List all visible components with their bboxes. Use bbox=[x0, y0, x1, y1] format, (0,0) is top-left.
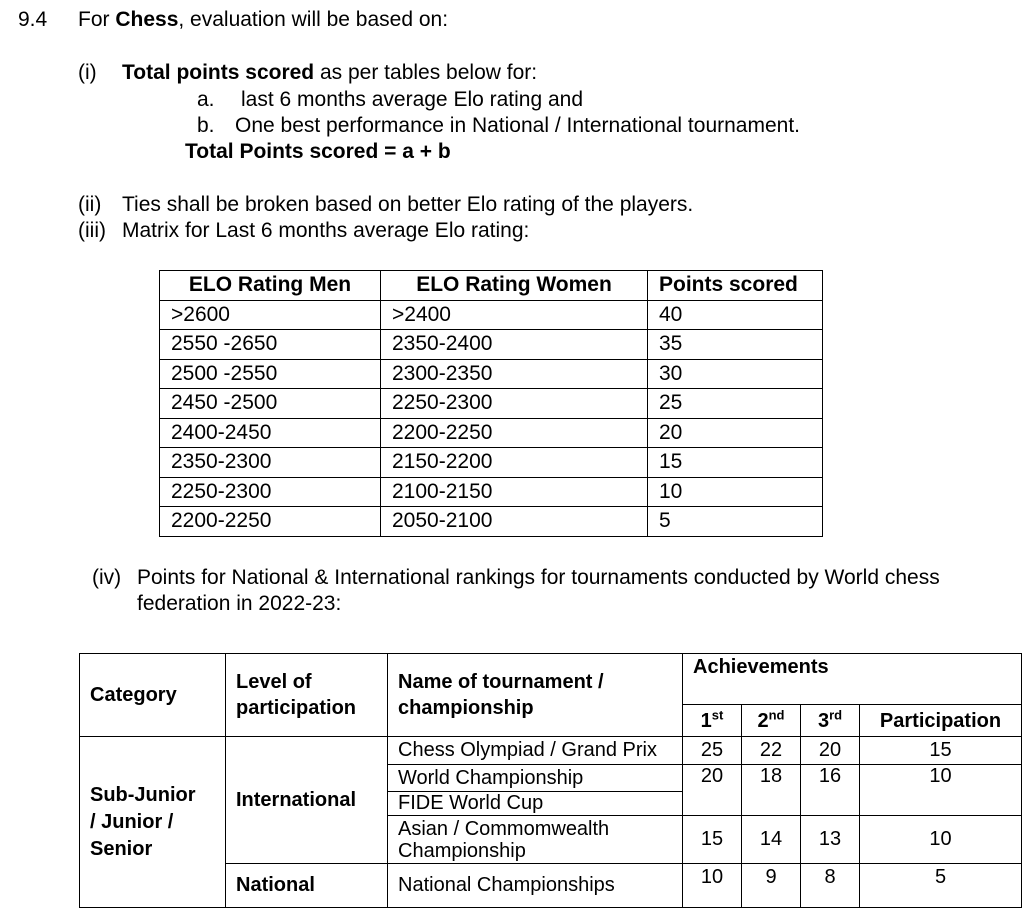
sub-b-text: One best performance in National / International tournament. bbox=[235, 114, 800, 137]
tournament-name: FIDE World Cup bbox=[388, 792, 683, 816]
tournament-name: National Championships bbox=[388, 864, 683, 908]
elo-men-cell: 2500 -2550 bbox=[160, 359, 381, 389]
second-label: 2 bbox=[757, 710, 769, 732]
elo-men-cell: 2250-2300 bbox=[160, 477, 381, 507]
tournament-name bbox=[388, 816, 683, 864]
level-international: International bbox=[226, 737, 388, 864]
header-tournament-name bbox=[388, 654, 683, 737]
item-iii-text: Matrix for Last 6 months average Elo rating: bbox=[122, 219, 530, 242]
table-row bbox=[160, 507, 823, 537]
first-cell: 15 bbox=[683, 816, 742, 864]
participation-cell: 5 bbox=[860, 864, 1022, 908]
header-name-line1: Name of tournament / bbox=[398, 671, 604, 693]
section-number: 9.4 bbox=[18, 8, 48, 31]
elo-header-row bbox=[160, 271, 823, 301]
elo-men-cell: 2200-2250 bbox=[160, 507, 381, 537]
elo-points-cell: 40 bbox=[648, 300, 823, 330]
item-iv-marker: (iv) bbox=[92, 566, 122, 589]
header-level bbox=[226, 654, 388, 737]
intro-bold: Chess bbox=[115, 8, 179, 31]
participation-cell: 15 bbox=[860, 737, 1022, 765]
item-iii-marker: (iii) bbox=[78, 219, 106, 242]
third-cell: 20 bbox=[801, 737, 860, 765]
tournament-name-line2: Championship bbox=[398, 839, 526, 862]
tournament-name: Chess Olympiad / Grand Prix bbox=[388, 737, 683, 765]
third-sup: rd bbox=[829, 707, 843, 723]
category-cell bbox=[80, 737, 226, 908]
table-row bbox=[160, 389, 823, 419]
third-cell: 8 bbox=[801, 864, 860, 908]
elo-points-cell: 25 bbox=[648, 389, 823, 419]
header-first bbox=[683, 705, 742, 737]
sub-a-text: last 6 months average Elo rating and bbox=[241, 88, 584, 111]
header-third bbox=[801, 705, 860, 737]
table-row bbox=[160, 330, 823, 360]
elo-women-cell: 2350-2400 bbox=[381, 330, 648, 360]
tour-header-row bbox=[80, 654, 1022, 705]
header-name-line2: championship bbox=[398, 697, 534, 719]
third-cell: 13 bbox=[801, 816, 860, 864]
elo-points-cell: 15 bbox=[648, 448, 823, 478]
header-participation: Participation bbox=[860, 705, 1022, 737]
header-category: Category bbox=[80, 654, 226, 737]
table-row bbox=[80, 737, 1022, 765]
item-i-rest: as per tables below for: bbox=[314, 61, 538, 84]
elo-women-cell: 2200-2250 bbox=[381, 418, 648, 448]
item-ii-marker: (ii) bbox=[78, 193, 102, 216]
elo-header-women: ELO Rating Women bbox=[381, 271, 648, 301]
elo-points-cell: 30 bbox=[648, 359, 823, 389]
first-cell: 20 bbox=[683, 765, 742, 816]
category-line2: / Junior / bbox=[90, 810, 174, 833]
table-row bbox=[160, 448, 823, 478]
header-second bbox=[742, 705, 801, 737]
tournament-name-line1: Asian / Commomwealth bbox=[398, 817, 610, 840]
intro-prefix: For bbox=[78, 8, 116, 31]
table-row bbox=[160, 418, 823, 448]
level-national: National bbox=[226, 864, 388, 908]
first-label: 1 bbox=[700, 710, 712, 732]
third-cell: 16 bbox=[801, 765, 860, 816]
header-level-line1: Level of bbox=[236, 671, 312, 693]
item-iv-line2: federation in 2022-23: bbox=[137, 592, 342, 615]
elo-rating-table bbox=[159, 270, 823, 537]
item-i-bold: Total points scored bbox=[122, 61, 315, 84]
elo-points-cell: 20 bbox=[648, 418, 823, 448]
category-line1: Sub-Junior bbox=[90, 783, 196, 806]
elo-men-cell: 2550 -2650 bbox=[160, 330, 381, 360]
second-cell: 22 bbox=[742, 737, 801, 765]
participation-cell: 10 bbox=[860, 816, 1022, 864]
header-level-line2: participation bbox=[236, 697, 357, 719]
table-row bbox=[160, 300, 823, 330]
second-cell: 9 bbox=[742, 864, 801, 908]
sub-b-marker: b. bbox=[197, 114, 215, 137]
elo-women-cell: 2100-2150 bbox=[381, 477, 648, 507]
elo-points-cell: 35 bbox=[648, 330, 823, 360]
first-cell: 25 bbox=[683, 737, 742, 765]
item-i-marker: (i) bbox=[78, 61, 97, 84]
first-cell: 10 bbox=[683, 864, 742, 908]
formula: Total Points scored = a + b bbox=[185, 140, 451, 163]
item-ii-text: Ties shall be broken based on better Elo rating of the players. bbox=[122, 193, 694, 216]
participation-cell: 10 bbox=[860, 765, 1022, 816]
category-line3: Senior bbox=[90, 837, 153, 860]
third-label: 3 bbox=[817, 710, 830, 732]
elo-men-cell: 2350-2300 bbox=[160, 448, 381, 478]
tournament-name: World Championship bbox=[388, 765, 683, 792]
table-row bbox=[160, 359, 823, 389]
tournament-points-table bbox=[79, 653, 1022, 908]
elo-men-cell: 2450 -2500 bbox=[160, 389, 381, 419]
intro-suffix: , evaluation will be based on: bbox=[178, 8, 449, 31]
second-cell: 14 bbox=[742, 816, 801, 864]
second-sup: nd bbox=[768, 707, 785, 723]
item-i-text bbox=[122, 61, 537, 85]
elo-women-cell: 2150-2200 bbox=[381, 448, 648, 478]
table-row bbox=[160, 477, 823, 507]
elo-points-cell: 5 bbox=[648, 507, 823, 537]
elo-women-cell: 2250-2300 bbox=[381, 389, 648, 419]
elo-women-cell: >2400 bbox=[381, 300, 648, 330]
elo-women-cell: 2300-2350 bbox=[381, 359, 648, 389]
item-iv-line1: Points for National & International rankings for tournaments conducted by World chess bbox=[137, 566, 940, 589]
elo-men-cell: 2400-2450 bbox=[160, 418, 381, 448]
section-intro bbox=[78, 8, 448, 32]
sub-a-marker: a. bbox=[197, 88, 215, 111]
elo-header-men: ELO Rating Men bbox=[160, 271, 381, 301]
second-cell: 18 bbox=[742, 765, 801, 816]
elo-header-points: Points scored bbox=[648, 271, 823, 301]
first-sup: st bbox=[711, 707, 724, 723]
elo-men-cell: >2600 bbox=[160, 300, 381, 330]
header-achievements: Achievements bbox=[683, 654, 1022, 705]
elo-women-cell: 2050-2100 bbox=[381, 507, 648, 537]
elo-points-cell: 10 bbox=[648, 477, 823, 507]
